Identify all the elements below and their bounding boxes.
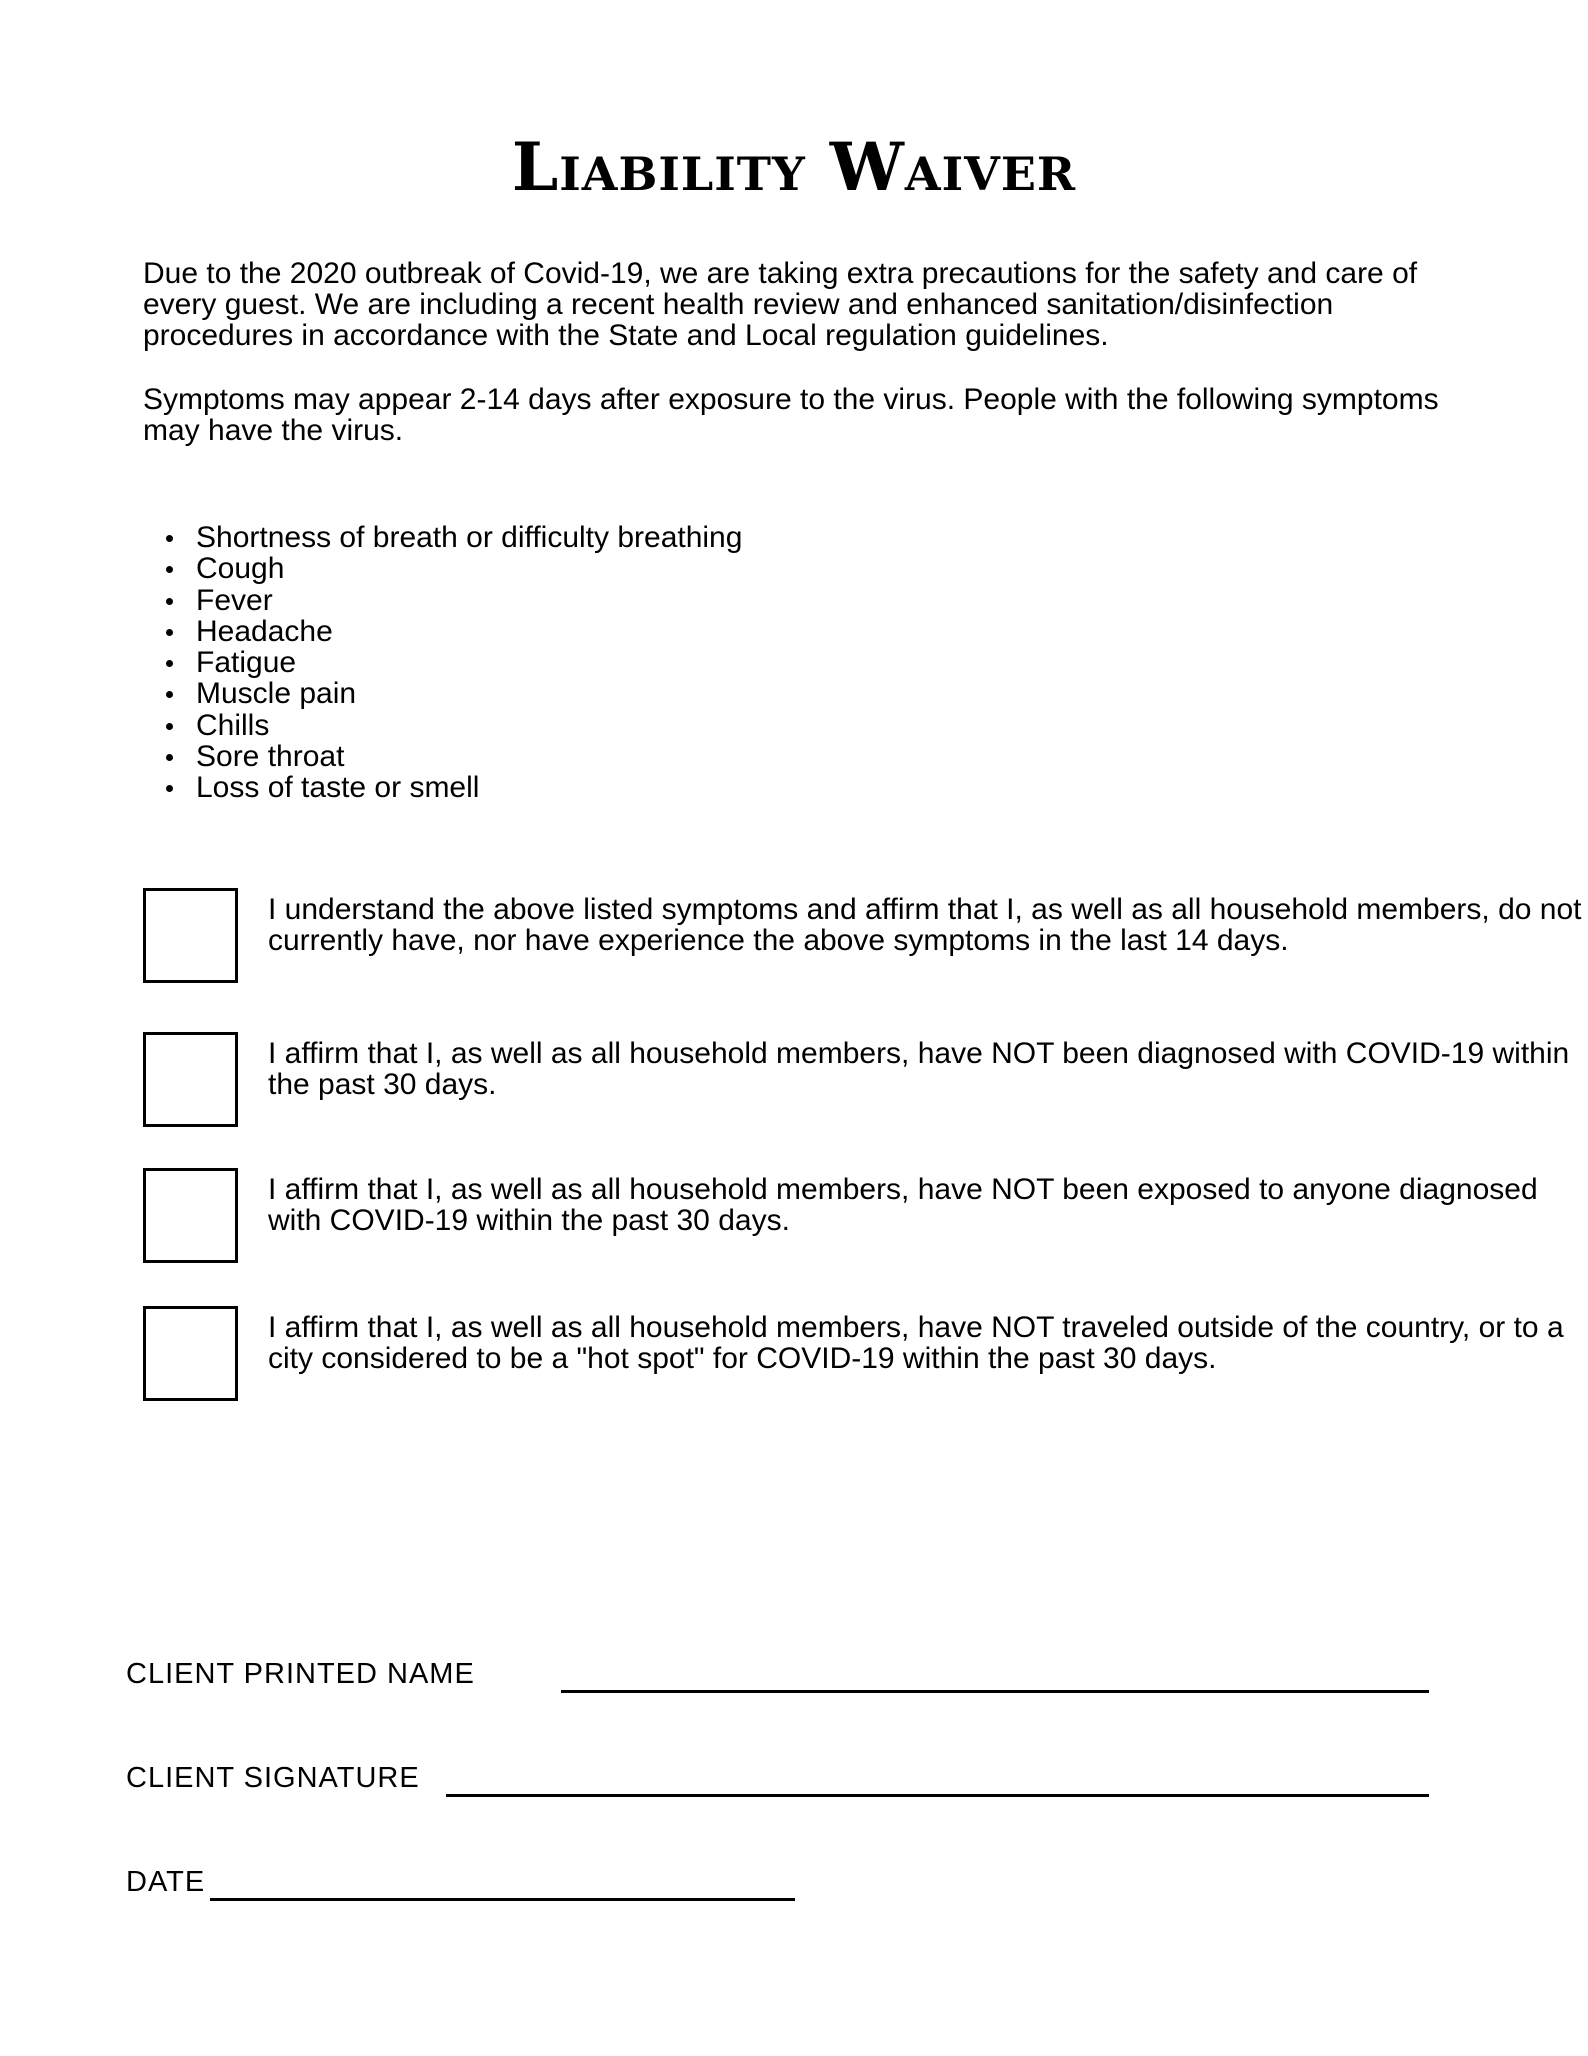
signature-line[interactable] — [446, 1794, 1429, 1797]
intro-paragraph: Due to the 2020 outbreak of Covid-19, we are taking extra precautions for the safety and care of every guest. We are including a recent health review and enhanced sanitation/disinfection procedures in accordance with the State and Local regulation guidelines. — [143, 257, 1418, 352]
document-title: Liability Waiver — [511, 128, 1077, 206]
affirmation-checkbox[interactable] — [143, 1168, 238, 1263]
list-item: Shortness of breath or difficulty breathing — [196, 521, 743, 554]
list-item: Chills — [196, 710, 742, 741]
list-item: Fatigue — [196, 647, 742, 678]
date-line[interactable] — [210, 1898, 795, 1901]
affirmation-text: I affirm that I, as well as all household members, have NOT been exposed to anyone diagnosed with COVID-19 within the past 30 days. — [268, 1173, 1538, 1237]
list-item: Fever — [196, 585, 742, 616]
affirmation-checkbox[interactable] — [143, 888, 238, 983]
affirmation-text: I affirm that I, as well as all household members, have NOT been diagnosed with COVID-19 within the past 30 days. — [268, 1037, 1570, 1101]
list-item: Sore throat — [196, 741, 742, 772]
list-item: Loss of taste or smell — [196, 772, 742, 803]
printed-name-label: CLIENT PRINTED NAME — [126, 1658, 475, 1690]
symptoms-intro-paragraph: Symptoms may appear 2-14 days after exposure to the virus. People with the following symptoms may have the virus. — [143, 383, 1439, 447]
printed-name-line[interactable] — [561, 1690, 1429, 1693]
symptom-list — [196, 522, 742, 804]
affirmation-text: I affirm that I, as well as all household members, have NOT traveled outside of the country, or to a city considered to be a "hot spot" for COVID-19 within the past 30 days. — [268, 1311, 1564, 1375]
affirmation-checkbox[interactable] — [143, 1032, 238, 1127]
list-item: Headache — [196, 616, 742, 647]
affirmation-text: I understand the above listed symptoms and affirm that I, as well as all household members, do not currently have, nor have experience the above symptoms in the last 14 days. — [268, 893, 1582, 957]
signature-label: CLIENT SIGNATURE — [126, 1762, 420, 1794]
affirmation-checkbox[interactable] — [143, 1306, 238, 1401]
list-item: Muscle pain — [196, 678, 742, 709]
list-item: Cough — [196, 553, 742, 584]
date-label: DATE — [126, 1866, 206, 1898]
